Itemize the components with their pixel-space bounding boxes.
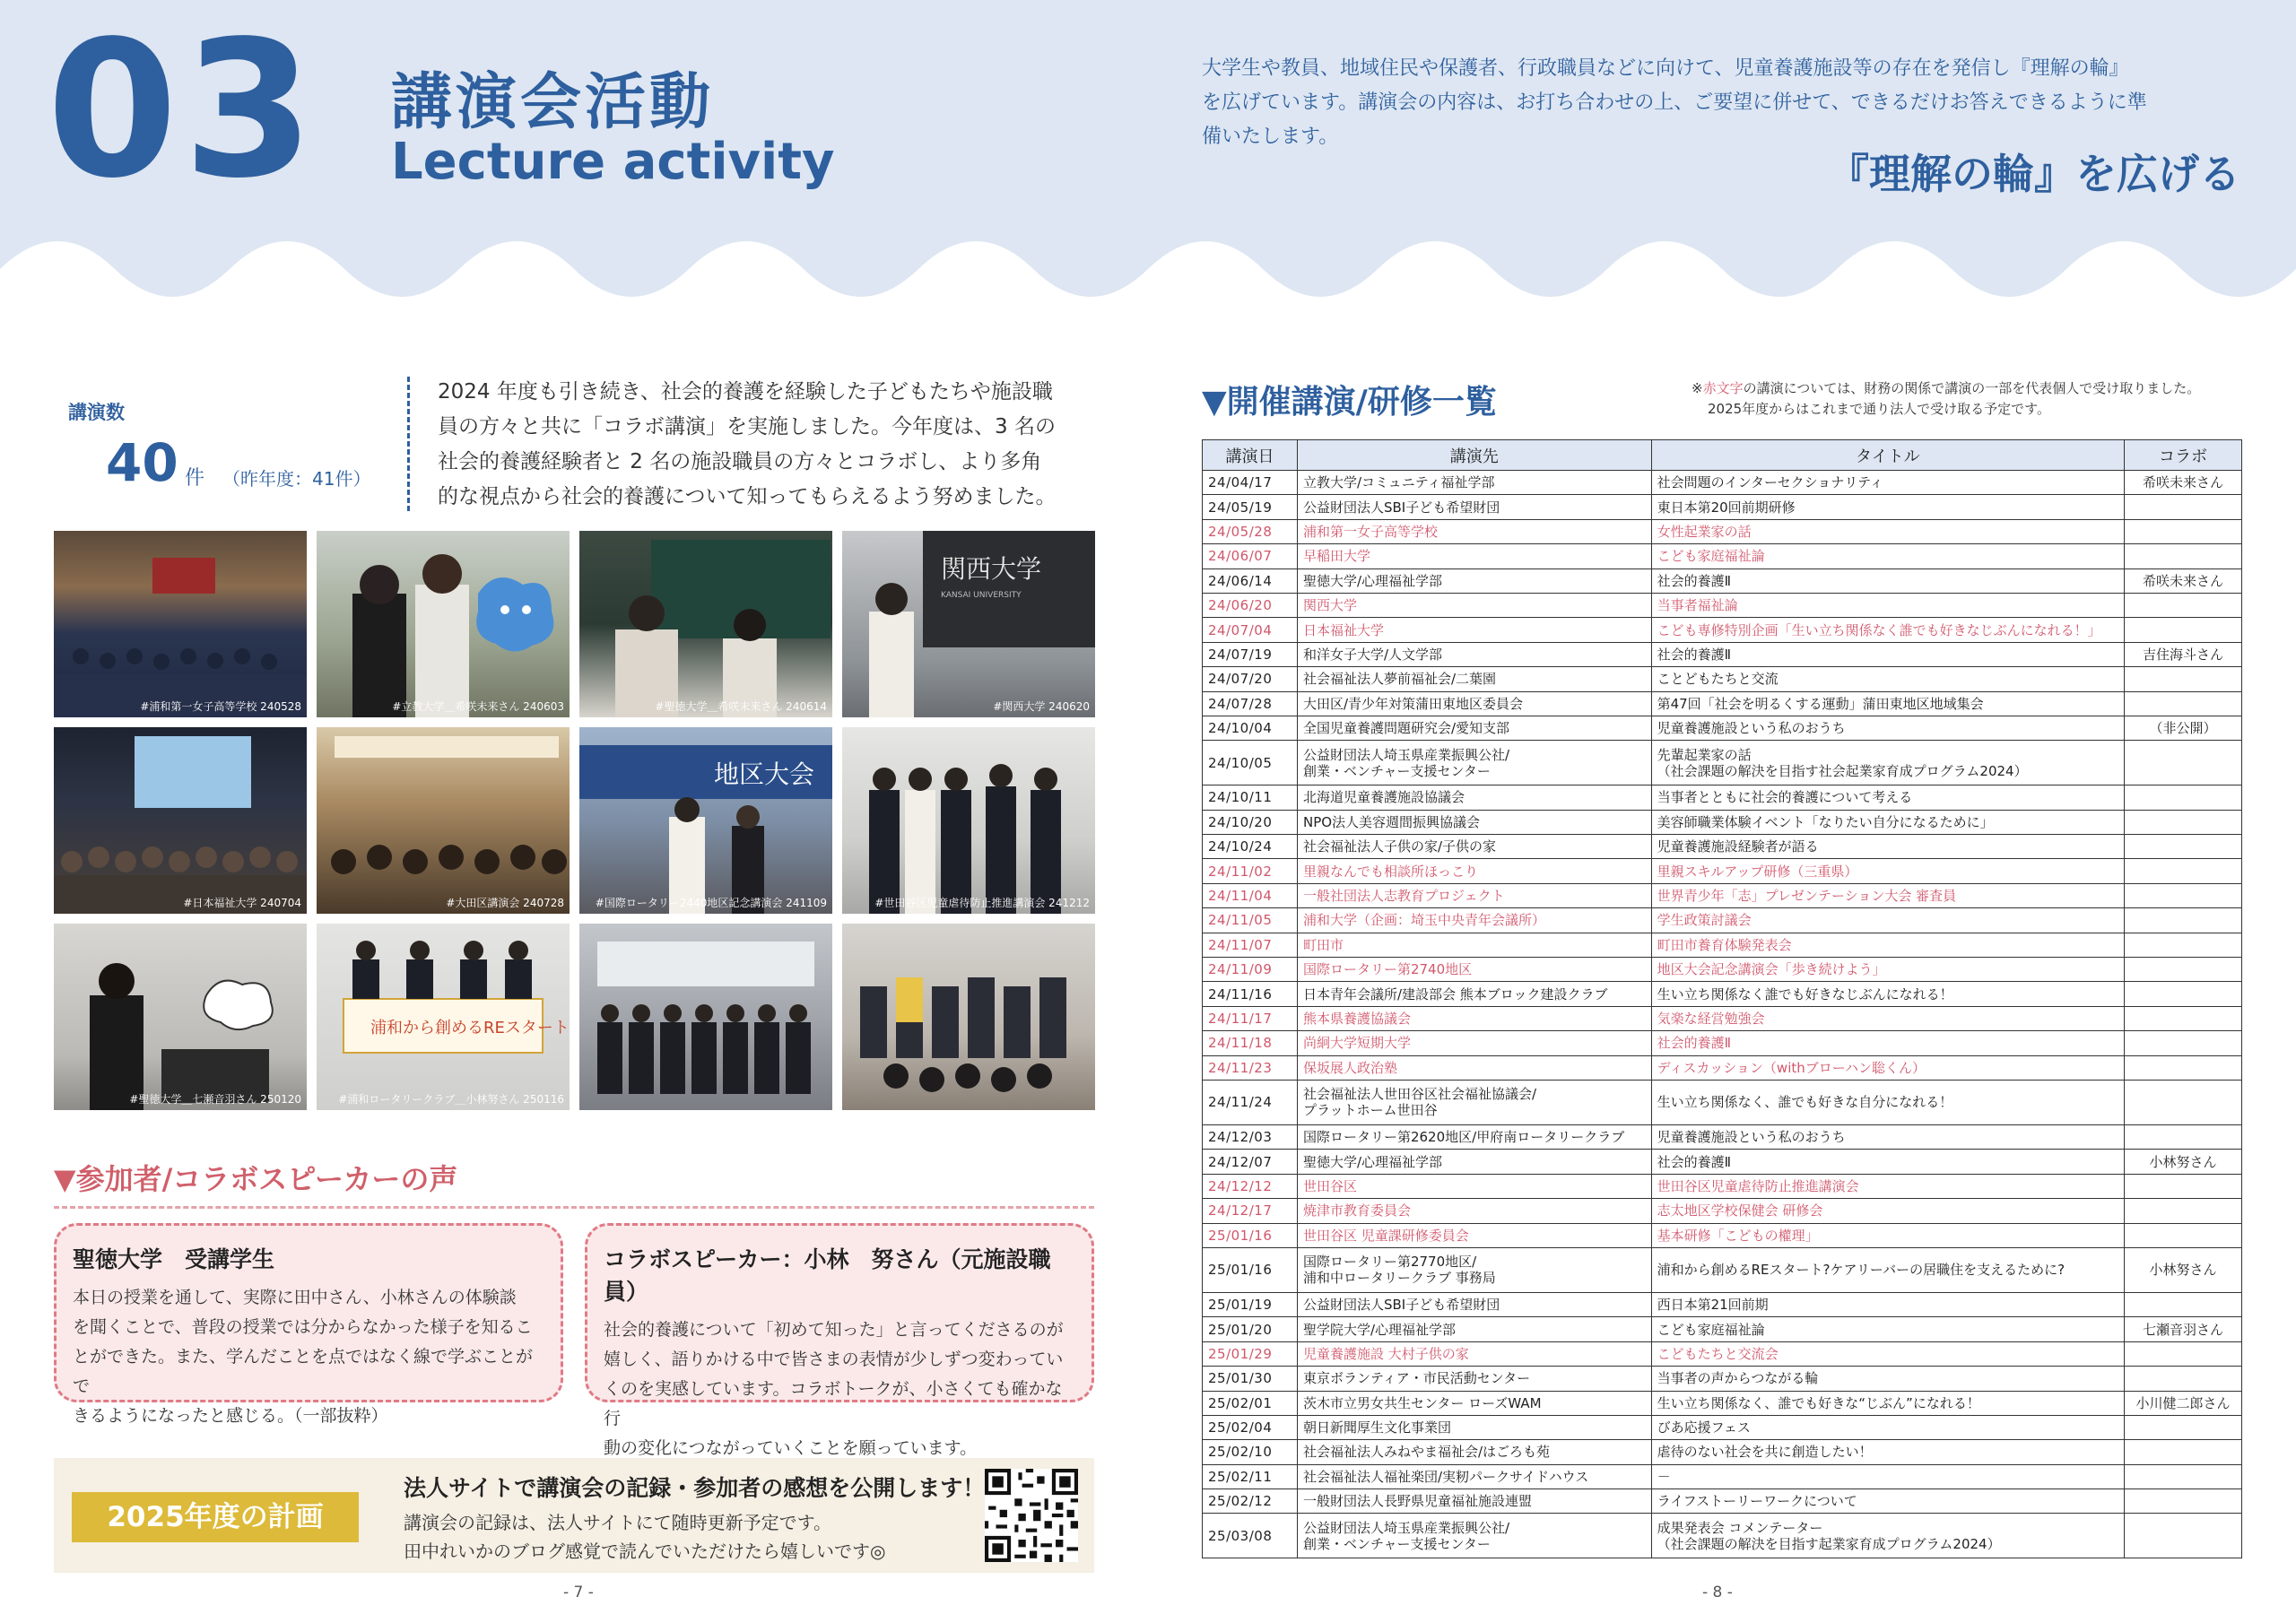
cell-venue: 聖徳大学/心理福祉学部 <box>1297 568 1651 593</box>
cell-date: 24/06/14 <box>1203 568 1298 593</box>
cell-collab: （非公開） <box>2125 716 2242 740</box>
photo-rikkyo <box>317 531 570 717</box>
cell-title: 社会的養護Ⅱ <box>1651 1150 2124 1174</box>
cell-title: 第47回「社会を明るくする運動」蒲田東地区地域集会 <box>1651 691 2124 716</box>
photo-illustration <box>54 727 307 914</box>
table-row <box>1203 716 2242 740</box>
table-row <box>1203 495 2242 519</box>
intro-text: 大学生や教員、地域住民や保護者、行政職員などに向けて、児童養護施設等の存在を発信し『理解の輪』 を広げています。講演会の内容は、お打ち合わせの上、ご要望に併せて、できるだけお答えできるように準 備いたします。 <box>1202 57 2147 148</box>
cell-date: 24/11/16 <box>1203 982 1298 1006</box>
cell-collab <box>2125 593 2242 617</box>
photo-illustration <box>579 924 832 1110</box>
photo-illustration <box>54 531 307 717</box>
cell-venue: 社会福祉法人子供の家/子供の家 <box>1297 835 1651 859</box>
cell-venue: 熊本県養護協議会 <box>1297 1006 1651 1030</box>
column-header-venue: 講演先 <box>1297 440 1651 471</box>
column-header-title: タイトル <box>1651 440 2124 471</box>
cell-title: ディスカッション（withブローハン聡くん） <box>1651 1055 2124 1080</box>
cell-date: 24/11/23 <box>1203 1055 1298 1080</box>
table-row <box>1203 593 2242 617</box>
cell-title: 学生政策討議会 <box>1651 908 2124 933</box>
cell-date: 25/03/08 <box>1203 1514 1298 1558</box>
cell-title: 地区大会記念講演会「歩き続けよう」 <box>1651 958 2124 982</box>
cell-venue: 大田区/青少年対策蒲田東地区委員会 <box>1297 691 1651 716</box>
cell-collab <box>2125 1489 2242 1514</box>
cell-collab <box>2125 958 2242 982</box>
table-row <box>1203 859 2242 883</box>
cell-collab <box>2125 519 2242 543</box>
photo-urawa-rotary <box>317 924 570 1110</box>
photo-rotary-2440 <box>579 727 832 914</box>
page-number-left: - 7 - <box>563 1584 594 1601</box>
cell-title: 社会的養護Ⅱ <box>1651 1031 2124 1055</box>
cell-date: 24/12/12 <box>1203 1174 1298 1198</box>
cell-collab <box>2125 1080 2242 1124</box>
table-row <box>1203 741 2242 785</box>
photo-caption: #大田区講演会 240728 <box>446 897 564 909</box>
photo-caption: #立教大学＿希咲未来さん 240603 <box>392 700 564 713</box>
sign-text: 関西大学 <box>941 554 1042 584</box>
sign-subtext: KANSAI UNIVERSITY <box>941 591 1022 600</box>
table-row <box>1203 1174 2242 1198</box>
table-row <box>1203 1489 2242 1514</box>
table-header-row <box>1203 440 2242 471</box>
cell-venue: 茨木市立男女共生センター ローズWAM <box>1297 1391 1651 1415</box>
page-number-right: - 8 - <box>1702 1584 1733 1601</box>
cell-title: 基本研修「こどもの權理」 <box>1651 1223 2124 1247</box>
voice-card-title: 聖徳大学 受講学生 <box>73 1246 275 1272</box>
column-header-collab: コラボ <box>2125 440 2242 471</box>
cell-date: 24/11/09 <box>1203 958 1298 982</box>
table-row <box>1203 544 2242 568</box>
cell-title: 気楽な経営勉強会 <box>1651 1006 2124 1030</box>
cell-date: 24/06/20 <box>1203 593 1298 617</box>
divider <box>407 377 410 511</box>
cell-title: 志太地区学校保健会 研修会 <box>1651 1199 2124 1223</box>
photo-caption: #世田谷区児童虐待防止推進講演会 241212 <box>874 897 1090 909</box>
cell-collab <box>2125 544 2242 568</box>
table-row <box>1203 642 2242 666</box>
stats-label: 講演数 <box>68 402 125 423</box>
table-row <box>1203 1514 2242 1558</box>
cell-title: 生い立ち関係なく、誰でも好きな自分になれる！ <box>1651 1080 2124 1124</box>
photo-kansai <box>842 531 1095 717</box>
cell-collab <box>2125 810 2242 834</box>
photo-caption: #聖徳大学＿七瀬音羽さん 250120 <box>129 1093 301 1106</box>
cell-title: 世田谷区児童虐待防止推進講演会 <box>1651 1174 2124 1198</box>
table-row <box>1203 1031 2242 1055</box>
cell-venue: 公益財団法人SBI子ども希望財団 <box>1297 1292 1651 1316</box>
cell-date: 25/02/04 <box>1203 1415 1298 1439</box>
events-note: ※赤文字の講演については、財務の関係で講演の一部を代表個人で受け取りました。 2025年度からはこれまで通り法人で受け取る予定です。 <box>1692 380 2201 417</box>
cell-date: 24/10/04 <box>1203 716 1298 740</box>
cell-date: 24/10/20 <box>1203 810 1298 834</box>
cell-venue: 早稲田大学 <box>1297 544 1651 568</box>
cell-venue: 朝日新聞厚生文化事業団 <box>1297 1415 1651 1439</box>
cell-collab <box>2125 1006 2242 1030</box>
photo-caption: #関西大学 240620 <box>993 700 1090 713</box>
stats-count: 40 <box>106 432 178 493</box>
cell-venue: 国際ロータリー第2770地区/ 浦和中ロータリークラブ 事務局 <box>1297 1247 1651 1292</box>
cell-title: 世界青少年「志」プレゼンテーション大会 審査員 <box>1651 883 2124 907</box>
cell-title: 社会問題のインターセクショナリティ <box>1651 471 2124 495</box>
photo-seitoku-1 <box>579 531 832 717</box>
cell-date: 25/02/10 <box>1203 1440 1298 1464</box>
stats-unit: 件 <box>185 467 205 490</box>
cell-venue: 社会福祉法人世田谷区社会福祉協議会/ プラットホーム世田谷 <box>1297 1080 1651 1124</box>
cell-title: 虐待のない社会を共に創造したい！ <box>1651 1440 2124 1464</box>
photo-nihon-fukushi <box>54 727 307 914</box>
cell-collab <box>2125 1031 2242 1055</box>
cell-collab <box>2125 1367 2242 1391</box>
cell-collab <box>2125 1514 2242 1558</box>
cell-venue: 関西大学 <box>1297 593 1651 617</box>
table-row <box>1203 519 2242 543</box>
voice-card-text: 本日の授業を通して、実際に田中さん、小林さんの体験談 を聞くことで、普段の授業では分からなかった様子を知るこ とができた。また、学んだことを点ではなく線で学ぶことがで きるようになったと感じる。（一部抜粋） <box>73 1288 534 1426</box>
cell-collab <box>2125 667 2242 691</box>
cell-collab <box>2125 741 2242 785</box>
cell-date: 25/01/20 <box>1203 1317 1298 1341</box>
cell-date: 24/11/07 <box>1203 933 1298 957</box>
page-title: 講演会活動 <box>391 67 715 138</box>
table-row <box>1203 1341 2242 1366</box>
cell-title: 東日本第20回前期研修 <box>1651 495 2124 519</box>
cell-venue: 北海道児童養護施設協議会 <box>1297 785 1651 810</box>
photo-group-2 <box>842 924 1095 1110</box>
cell-date: 24/07/04 <box>1203 618 1298 642</box>
cell-date: 24/10/24 <box>1203 835 1298 859</box>
cell-collab <box>2125 835 2242 859</box>
cell-date: 24/12/17 <box>1203 1199 1298 1223</box>
photo-illustration <box>579 531 832 717</box>
plan-badge: 2025年度の計画 <box>72 1492 359 1542</box>
cell-collab: 吉住海斗さん <box>2125 642 2242 666</box>
cell-title: 成果発表会 コメンテーター （社会課題の解決を目指す起業家育成プログラム2024） <box>1651 1514 2124 1558</box>
cell-date: 24/11/24 <box>1203 1080 1298 1124</box>
photo-lecture-hall <box>54 531 307 717</box>
cell-title: 町田市養育体験発表会 <box>1651 933 2124 957</box>
cell-title: 先輩起業家の話 （社会課題の解決を目指す社会起業家育成プログラム2024） <box>1651 741 2124 785</box>
table-row <box>1203 1006 2242 1030</box>
cell-venue: 和洋女子大学/人文学部 <box>1297 642 1651 666</box>
cell-date: 25/01/29 <box>1203 1341 1298 1366</box>
cell-venue: 社会福祉法人みねやま福祉会/はごろも苑 <box>1297 1440 1651 1464</box>
table-row <box>1203 618 2242 642</box>
cell-venue: 浦和第一女子高等学校 <box>1297 519 1651 543</box>
cell-date: 24/04/17 <box>1203 471 1298 495</box>
cell-collab <box>2125 1464 2242 1488</box>
cell-collab <box>2125 982 2242 1006</box>
banner-text: 浦和から創めるREスタート <box>370 1019 570 1037</box>
table-row <box>1203 883 2242 907</box>
cell-venue: 国際ロータリー第2740地区 <box>1297 958 1651 982</box>
cell-venue: 浦和大学（企画：埼玉中央青年会議所） <box>1297 908 1651 933</box>
cell-title: ことどもたちと交流 <box>1651 667 2124 691</box>
cell-venue: 日本福祉大学 <box>1297 618 1651 642</box>
cell-venue: 一般財団法人長野県児童福祉施設連盟 <box>1297 1489 1651 1514</box>
banner-text: 地区大会 <box>714 759 815 789</box>
photo-caption: #浦和第一女子高等学校 240528 <box>140 700 301 713</box>
table-row <box>1203 691 2242 716</box>
cell-collab <box>2125 1124 2242 1149</box>
plan-heading: 法人サイトで講演会の記録・参加者の感想を公開します！ <box>404 1475 986 1501</box>
cell-title: 浦和から創めるREスタート?ケアリーバーの居職住を支えるために? <box>1651 1247 2124 1292</box>
cell-venue: 世田谷区 <box>1297 1174 1651 1198</box>
cell-title: 生い立ち関係なく誰でも好きなじぶんになれる！ <box>1651 982 2124 1006</box>
cell-collab: 希咲未来さん <box>2125 568 2242 593</box>
cell-title: こどもたちと交流会 <box>1651 1341 2124 1366</box>
cell-date: 25/01/16 <box>1203 1247 1298 1292</box>
cell-venue: 国際ロータリー第2620地区/甲府南ロータリークラブ <box>1297 1124 1651 1149</box>
photo-caption: #浦和ロータリークラブ＿小林努さん 250116 <box>338 1093 564 1106</box>
cell-title: 社会的養護Ⅱ <box>1651 642 2124 666</box>
cell-collab: 小川健二郎さん <box>2125 1391 2242 1415</box>
voice-card-student <box>54 1223 563 1426</box>
cell-venue: 町田市 <box>1297 933 1651 957</box>
column-header-date: 講演日 <box>1203 440 1298 471</box>
photo-setagaya <box>842 727 1095 914</box>
table-row <box>1203 1080 2242 1124</box>
table-row <box>1203 982 2242 1006</box>
cell-venue: 一般社団法人志教育プロジェクト <box>1297 883 1651 907</box>
cell-venue: 尚絅大学短期大学 <box>1297 1031 1651 1055</box>
photo-caption: #国際ロータリー2440地区記念講演会 241109 <box>595 897 827 909</box>
cell-venue: 里親なんでも相談所ほっこり <box>1297 859 1651 883</box>
cell-collab <box>2125 883 2242 907</box>
cell-collab: 希咲未来さん <box>2125 471 2242 495</box>
photo-seitoku-2 <box>54 924 307 1110</box>
table-row <box>1203 1367 2242 1391</box>
cell-collab <box>2125 859 2242 883</box>
cell-collab <box>2125 1199 2242 1223</box>
events-list-title: ▼開催講演/研修一覧 <box>1202 384 1497 421</box>
cell-collab <box>2125 1292 2242 1316</box>
cell-date: 24/07/19 <box>1203 642 1298 666</box>
cell-collab <box>2125 1223 2242 1247</box>
photo-illustration <box>842 924 1095 1110</box>
cell-date: 24/11/17 <box>1203 1006 1298 1030</box>
cell-title: びあ応援フェス <box>1651 1415 2124 1439</box>
cell-date: 24/05/28 <box>1203 519 1298 543</box>
cell-date: 24/05/19 <box>1203 495 1298 519</box>
cell-title: 里親スキルアップ研修（三重県） <box>1651 859 2124 883</box>
cell-venue: 聖学院大学/心理福祉学部 <box>1297 1317 1651 1341</box>
table-row <box>1203 785 2242 810</box>
cell-title: 当事者福祉論 <box>1651 593 2124 617</box>
qr-code-icon[interactable] <box>985 1469 1078 1562</box>
cell-date: 25/02/11 <box>1203 1464 1298 1488</box>
table-row <box>1203 1440 2242 1464</box>
events-table <box>1202 439 2242 1558</box>
cell-venue: 公益財団法人SBI子ども希望財団 <box>1297 495 1651 519</box>
cell-venue: 聖徳大学/心理福祉学部 <box>1297 1150 1651 1174</box>
cell-date: 24/11/05 <box>1203 908 1298 933</box>
page-header <box>0 0 2296 332</box>
table-row <box>1203 1223 2242 1247</box>
table-row <box>1203 1292 2242 1316</box>
cell-venue: 世田谷区 児童課研修委員会 <box>1297 1223 1651 1247</box>
cell-collab <box>2125 933 2242 957</box>
cell-venue: 東京ボランティア・市民活動センター <box>1297 1367 1651 1391</box>
table-row <box>1203 810 2242 834</box>
cell-title: こども専修特別企画「生い立ち関係なく誰でも好きなじぶんになれる！」 <box>1651 618 2124 642</box>
cell-title: 西日本第21回前期 <box>1651 1292 2124 1316</box>
voice-card-title: コラボスピーカー：小林 努さん（元施設職員） <box>604 1246 1051 1305</box>
cell-date: 24/10/11 <box>1203 785 1298 810</box>
slogan: 『理解の輪』を広げる <box>1828 150 2240 198</box>
cell-collab <box>2125 1440 2242 1464</box>
cell-venue: 公益財団法人埼玉県産業振興公社/ 創業・ベンチャー支援センター <box>1297 741 1651 785</box>
table-row <box>1203 667 2242 691</box>
cell-title: － <box>1651 1464 2124 1488</box>
cell-collab <box>2125 691 2242 716</box>
cell-collab: 小林努さん <box>2125 1247 2242 1292</box>
table-row <box>1203 1415 2242 1439</box>
cell-venue: 全国児童養護問題研究会/愛知支部 <box>1297 716 1651 740</box>
table-row <box>1203 568 2242 593</box>
table-row <box>1203 1150 2242 1174</box>
table-row <box>1203 1391 2242 1415</box>
stats-previous: （昨年度：41件） <box>222 468 371 490</box>
cell-venue: 社会福祉法人福祉楽団/実籾パークサイドハウス <box>1297 1464 1651 1488</box>
cell-title: こども家庭福祉論 <box>1651 1317 2124 1341</box>
cell-date: 24/06/07 <box>1203 544 1298 568</box>
table-row <box>1203 1464 2242 1488</box>
cell-date: 25/01/16 <box>1203 1223 1298 1247</box>
cell-date: 24/10/05 <box>1203 741 1298 785</box>
cell-date: 24/11/04 <box>1203 883 1298 907</box>
cell-date: 24/07/20 <box>1203 667 1298 691</box>
cell-venue: 日本青年会議所/建設部会 熊本ブロック建設クラブ <box>1297 982 1651 1006</box>
cell-date: 24/11/02 <box>1203 859 1298 883</box>
cell-title: 児童養護施設という私のおうち <box>1651 716 2124 740</box>
cell-date: 25/01/19 <box>1203 1292 1298 1316</box>
cell-date: 24/12/03 <box>1203 1124 1298 1149</box>
voice-card-speaker <box>585 1223 1094 1458</box>
photo-illustration <box>317 531 570 717</box>
cell-collab <box>2125 785 2242 810</box>
voices-section-title: ▼参加者/コラボスピーカーの声 <box>54 1162 458 1196</box>
cell-venue: NPO法人美容週間振興協議会 <box>1297 810 1651 834</box>
cell-collab: 小林努さん <box>2125 1150 2242 1174</box>
table-row <box>1203 958 2242 982</box>
photo-grid <box>54 531 1094 1112</box>
photo-illustration <box>842 727 1095 914</box>
cell-collab <box>2125 1415 2242 1439</box>
plan-panel <box>54 1458 1094 1573</box>
cell-title: 美容師職業体験イベント「なりたい自分になるために」 <box>1651 810 2124 834</box>
cell-venue: 保坂展人政治塾 <box>1297 1055 1651 1080</box>
photo-group-1 <box>579 924 832 1110</box>
table-row <box>1203 1247 2242 1292</box>
cell-venue: 公益財団法人埼玉県産業振興公社/ 創業・ベンチャー支援センター <box>1297 1514 1651 1558</box>
cell-collab: 七瀬音羽さん <box>2125 1317 2242 1341</box>
photo-illustration <box>579 727 832 914</box>
cell-date: 24/12/07 <box>1203 1150 1298 1174</box>
cell-title: ライフストーリーワークについて <box>1651 1489 2124 1514</box>
cell-collab <box>2125 908 2242 933</box>
table-row <box>1203 1124 2242 1149</box>
cell-title: 社会的養護Ⅱ <box>1651 568 2124 593</box>
cell-date: 25/01/30 <box>1203 1367 1298 1391</box>
photo-caption: #日本福祉大学 240704 <box>183 897 301 909</box>
cell-collab <box>2125 618 2242 642</box>
cell-title: 当事者とともに社会的養護について考える <box>1651 785 2124 810</box>
photo-illustration <box>842 531 1095 717</box>
table-row <box>1203 835 2242 859</box>
cell-collab <box>2125 1341 2242 1366</box>
table-row <box>1203 1317 2242 1341</box>
table-row <box>1203 908 2242 933</box>
cell-title: 当事者の声からつながる輪 <box>1651 1367 2124 1391</box>
cell-collab <box>2125 495 2242 519</box>
page-subtitle: Lecture activity <box>391 133 835 191</box>
photo-illustration <box>54 924 307 1110</box>
cell-date: 24/07/28 <box>1203 691 1298 716</box>
table-row <box>1203 1199 2242 1223</box>
voice-card-text: 社会的養護について「初めて知った」と言ってくださるのが 嬉しく、語りかける中で皆さまの表情が少しずつ変わってい くのを実感しています。コラボトークが、小さくても確かな行 動の変化につながっていくことを願っています。 <box>604 1320 1064 1458</box>
photo-caption: #聖徳大学＿希咲未来さん 240614 <box>655 700 827 713</box>
cell-venue: 児童養護施設 大村子供の家 <box>1297 1341 1651 1366</box>
cell-venue: 焼津市教育委員会 <box>1297 1199 1651 1223</box>
cell-venue: 立教大学/コミュニティ福祉学部 <box>1297 471 1651 495</box>
table-row <box>1203 471 2242 495</box>
table-row <box>1203 933 2242 957</box>
photo-illustration <box>317 727 570 914</box>
plan-text: 講演会の記録は、法人サイトにて随時更新予定です。 田中れいかのブログ感覚で読んでいただけたら嬉しいです◎ <box>404 1512 886 1562</box>
photo-illustration <box>317 924 570 1110</box>
cell-title: 生い立ち関係なく、誰でも好きな“じぶん”になれる！ <box>1651 1391 2124 1415</box>
cell-collab <box>2125 1174 2242 1198</box>
divider <box>54 1206 1094 1209</box>
table-row <box>1203 1055 2242 1080</box>
cell-title: 児童養護施設という私のおうち <box>1651 1124 2124 1149</box>
summary-text: 2024 年度も引き続き、社会的養護を経験した子どもたちや施設職 員の方々と共に「コラボ講演」を実施しました。今年度は、3 名の 社会的養護経験者と 2 名の施設職員の方々とコラボし、より多角 的な視点から社会的養護について知ってもらえるよう努めました。 <box>438 380 1057 508</box>
cell-date: 24/11/18 <box>1203 1031 1298 1055</box>
section-number: 03 <box>47 0 320 220</box>
photo-ota <box>317 727 570 914</box>
cell-date: 25/02/12 <box>1203 1489 1298 1514</box>
cell-title: こども家庭福祉論 <box>1651 544 2124 568</box>
cell-collab <box>2125 1055 2242 1080</box>
cell-title: 女性起業家の話 <box>1651 519 2124 543</box>
cell-venue: 社会福祉法人夢前福祉会/二葉園 <box>1297 667 1651 691</box>
cell-date: 25/02/01 <box>1203 1391 1298 1415</box>
cell-title: 児童養護施設経験者が語る <box>1651 835 2124 859</box>
